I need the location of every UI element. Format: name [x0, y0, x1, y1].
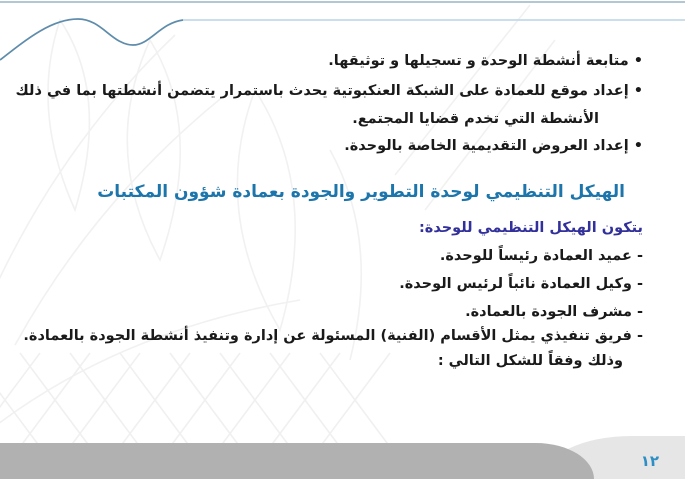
closing-line: وذلك وفقاً للشكل التالي : [437, 353, 623, 369]
page-number: ١٢ [640, 452, 659, 470]
bullet-item-1: • متابعة أنشطة الوحدة و تسجيلها و توثيقها. [328, 53, 643, 69]
watermark-lattice [0, 353, 390, 447]
structure-item-1: - عميد العمادة رئيساً للوحدة. [439, 248, 643, 264]
bullet-item-2: • إعداد موقع للعمادة على الشبكة العنكبوتية يحدث باستمرار يتضمن أنشطتها بما في ذلك [15, 83, 643, 99]
footer-bar [0, 443, 594, 479]
structure-item-2: - وكيل العمادة نائباً لرئيس الوحدة. [399, 276, 643, 292]
structure-item-3: - مشرف الجودة بالعمادة. [465, 304, 643, 320]
section-heading: الهيكل التنظيمي لوحدة التطوير والجودة بعمادة شؤون المكتبات [97, 182, 625, 202]
structure-item-4: - فريق تنفيذي يمثل الأقسام (الفنية) المسئولة عن إدارة وتنفيذ أنشطة الجودة بالعمادة. [23, 328, 643, 344]
structure-intro-line: يتكون الهيكل التنظيمي للوحدة: [418, 220, 643, 236]
bullet-item-2-continuation: الأنشطة التي تخدم قضايا المجتمع. [352, 111, 599, 127]
bullet-item-3: • إعداد العروض التقديمية الخاصة بالوحدة. [344, 138, 643, 154]
